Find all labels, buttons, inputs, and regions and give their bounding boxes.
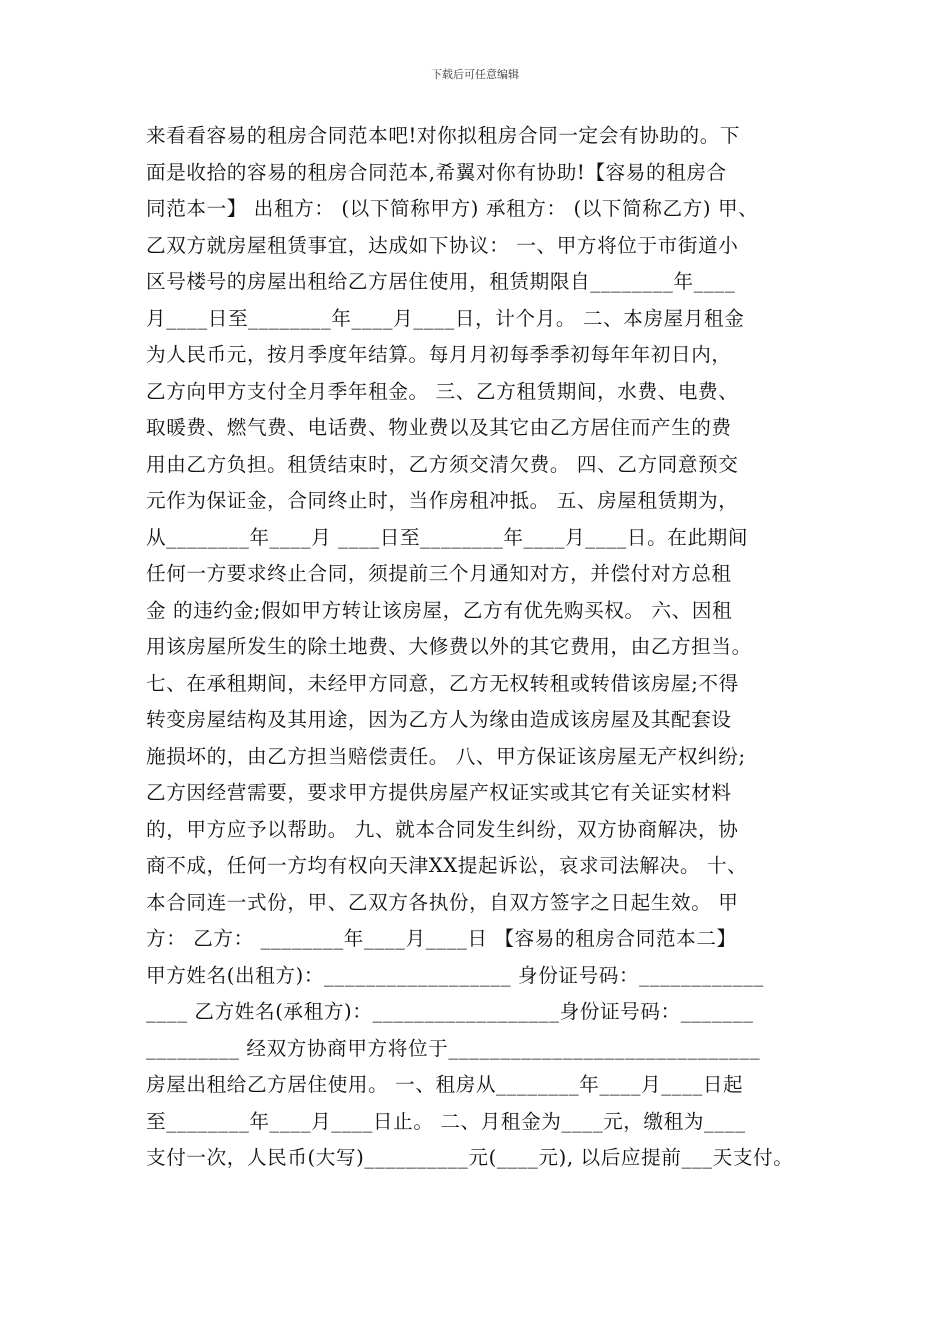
text-line: 乙双方就房屋租赁事宜，达成如下协议： 一、甲方将位于市街道小 <box>146 233 739 257</box>
text-line: 本合同连一式份，甲、乙双方各执份，自双方签字之日起生效。 甲 <box>146 890 739 914</box>
text-line: 面是收拾的容易的租房合同范本,希翼对你有协助!【容易的租房合 <box>146 160 727 184</box>
text-line: 为人民币元，按月季度年结算。每月月初每季季初每年年初日内， <box>146 343 732 366</box>
page-header: 下载后可任意编辑 <box>431 68 519 81</box>
text-line: 用该房屋所发生的除土地费、大修费以外的其它费用，由乙方担当。 <box>146 635 752 658</box>
text-line: 转变房屋结构及其用途，因为乙方人为缘由造成该房屋及其配套设 <box>146 708 732 731</box>
text-line: 乙方因经营需要，要求甲方提供房屋产权证实或其它有关证实材料 <box>146 781 732 804</box>
text-line: 元作为保证金，合同终止时，当作房租冲抵。 五、房屋租赁期为， <box>146 489 739 512</box>
text-line: 区号楼号的房屋出租给乙方居住使用，租赁期限自________年____ <box>146 270 736 293</box>
text-line: 任何一方要求终止合同，须提前三个月通知对方，并偿付对方总租 <box>146 562 732 585</box>
text-line: ____ 乙方姓名(承租方)：__________________身份证号码：_______ <box>146 1000 754 1023</box>
text-line: 施损坏的，由乙方担当赔偿责任。 八、甲方保证该房屋无产权纠纷; <box>146 744 746 768</box>
text-line: 来看看容易的租房合同范本吧!对你拟租房合同一定会有协助的。下 <box>146 124 741 147</box>
text-line: 同范本一】 出租方： (以下简称甲方) 承租方： (以下简称乙方) 甲、 <box>146 197 759 220</box>
text-line: 的，甲方应予以帮助。 九、就本合同发生纠纷，双方协商解决，协 <box>146 817 739 841</box>
text-line: 取暖费、燃气费、电话费、物业费以及其它由乙方居住而产生的费 <box>146 416 732 439</box>
text-line: 至________年____月____日止。 二、月租金为____元，缴租为____ <box>146 1109 746 1133</box>
text-line: 房屋出租给乙方居住使用。 一、租房从________年____月____日起 <box>146 1073 744 1096</box>
text-line: 从________年____月 ____日至________年____月____日。在此期间 <box>146 525 749 549</box>
text-line: 月____日至________年____月____日，计个月。 二、本房屋月租金 <box>146 306 745 330</box>
document-body <box>146 118 821 1177</box>
text-line: 支付一次，人民币(大写)__________元(____元), 以后应提前___天支付。 <box>146 1146 794 1169</box>
text-line: 商不成，任何一方均有权向天津XX提起诉讼，哀求司法解决。 十、 <box>146 854 748 877</box>
text-line: 乙方向甲方支付全月季年租金。 三、乙方租赁期间，水费、电费、 <box>146 379 739 403</box>
text-line: 金 的违约金;假如甲方转让该房屋，乙方有优先购买权。 六、因租 <box>146 598 733 622</box>
text-line: 甲方姓名(出租方)：__________________ 身份证号码：____________ <box>146 963 764 987</box>
text-line: 七、在承租期间，未经甲方同意，乙方无权转租或转借该房屋;不得 <box>146 671 739 695</box>
text-line: _________ 经双方协商甲方将位于______________________________ <box>146 1036 761 1060</box>
text-line: 用由乙方负担。租赁结束时，乙方须交清欠费。 四、乙方同意预交 <box>146 452 739 476</box>
text-line: 方： 乙方： ________年____月____日 【容易的租房合同范本二】 <box>146 927 737 950</box>
